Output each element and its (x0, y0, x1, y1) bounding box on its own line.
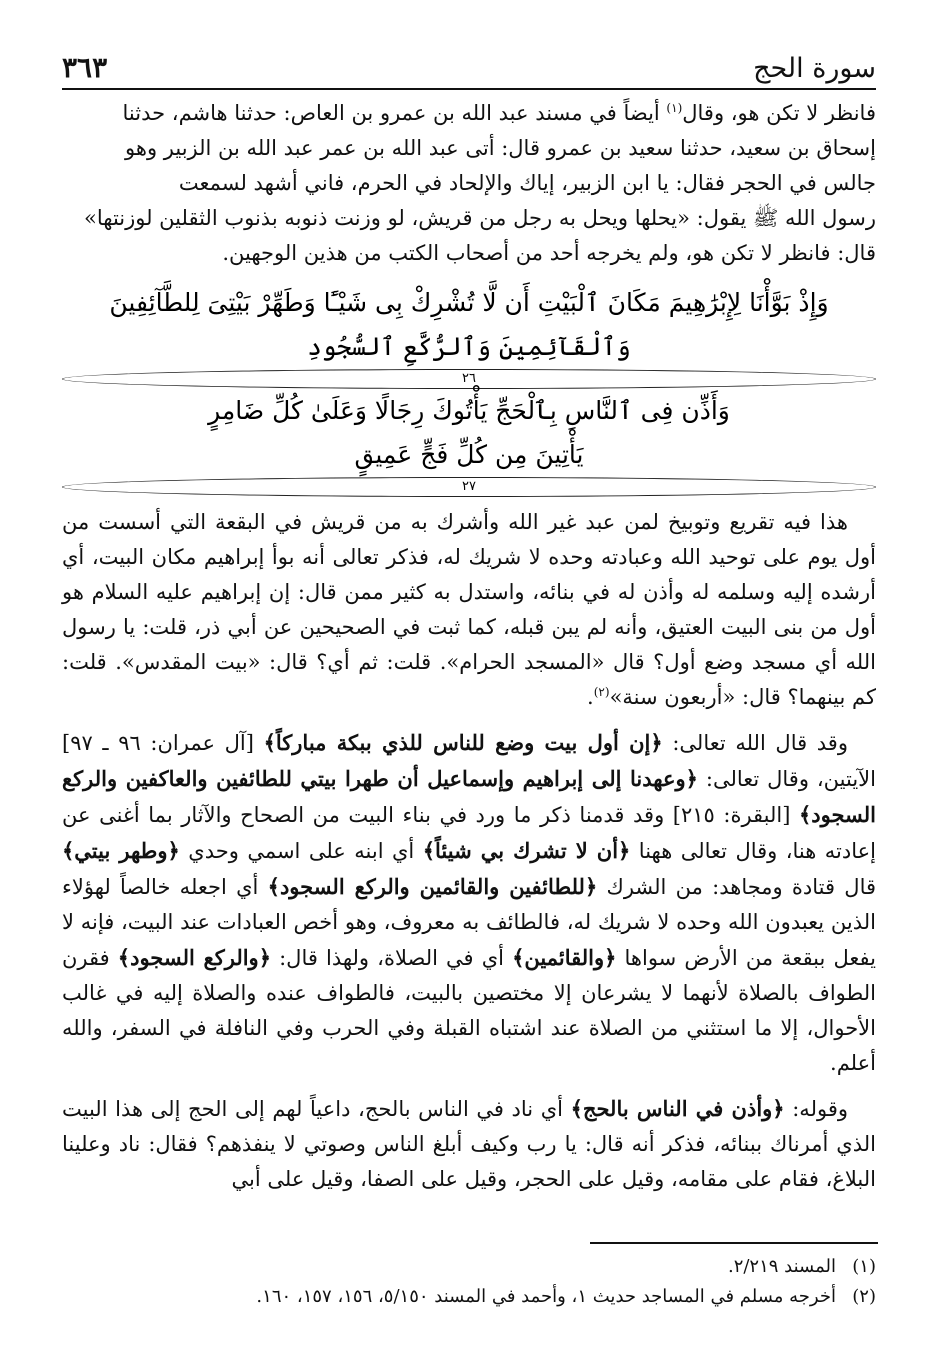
text-run: أي في الصلاة، ولهذا قال: (271, 946, 513, 970)
main-text (62, 96, 876, 1197)
paragraph-1-line-2: إسحاق بن سعيد، حدثنا سعيد بن عمرو قال: أتى عبد الله بن عمر عبد الله بن الزبير وهو (125, 136, 876, 160)
text-run: فقرن الطواف بالصلاة لأنهما لا يشرعان إلا مختصين بالبيت، فالطواف عنده والصلاة إليه في غالب الأحوال، إلا ما استثني من الصلاة عند اشتباه القبلة وفي الحرب وفي النافلة في السفر، والله أعلم. (62, 946, 876, 1075)
quran-quote: ﴿وطهر بيتي﴾ (62, 838, 180, 863)
verse-line-2 (62, 325, 876, 433)
spacer (62, 1081, 876, 1091)
quran-verse (62, 281, 876, 497)
footnotes (62, 1252, 876, 1312)
text-run: [البقرة: ٢١٥] وقد قدمنا ذكر ما ورد في بناء البيت من الصحاح والآثار بما أغنى عن إعادته هنا، وقال تعالى ههنا (62, 803, 876, 863)
text-run: أي ابنه على اسمي وحدي (179, 839, 423, 863)
footnote-number: (٢) (852, 1286, 876, 1307)
paragraph-1-line-3: جالس في الحجر فقال: يا ابن الزبير، إياك والإلحاد في الحرم، فاني أشهد لسمعت (178, 171, 876, 195)
footnote-number: (١) (852, 1256, 876, 1277)
text-run: وقد قال الله تعالى: (662, 731, 848, 755)
ayah-number-marker: ٢٧ (62, 477, 876, 497)
footnote-ref-1: (١) (666, 101, 683, 115)
footnote-text: أخرجه مسلم في المساجد حديث ١، وأحمد في المسند ٥/١٥٠، ١٥٦، ١٥٧، ١٦٠. (256, 1286, 836, 1307)
paragraph-1-line-5: قال: فانظر لا تكن هو، ولم يخرجه أحد من أصحاب الكتب من هذين الوجهين. (222, 241, 876, 265)
paragraph-2 (62, 505, 876, 715)
text-run: [آل عمران: ٩٦ ـ ٩٧] الآيتين، وقال تعالى: (62, 731, 876, 791)
verse-line-1: وَإِذْ بَوَّأْنَا لِإِبْرَٰهِيمَ مَكَانَ ٱلْبَيْتِ أَن لَّا تُشْرِكْ بِى شَيْـًٔا وَطَهِّرْ بَيْتِىَ لِلطَّآئِفِينَ (109, 288, 829, 317)
text-run: أيضاً في مسند عبد الله بن عمرو بن العاص: حدثنا هاشم، حدثنا (122, 101, 667, 125)
text-run: وقوله: (784, 1097, 848, 1121)
quran-quote: ﴿والركع السجود﴾ (117, 945, 271, 970)
paragraph-1-line-1 (62, 96, 876, 131)
footnote-1 (62, 1252, 876, 1282)
spacer (62, 715, 876, 725)
text-run: أي ناد في الناس بالحج، داعياً لهم إلى الحج إلى هذا البيت الذي أمرناك ببنائه، فذكر أنه قال: يا رب وكيف أبلغ الناس وصوتي لا ينفذهم؟ فقال: ناد وعلينا البلاغ، فقام على مقامه، وقيل على الحجر، وقيل على الصفا، وقيل على أبي (62, 1097, 876, 1191)
text-run: أي اجعله خالصاً لهؤلاء الذين يعبدون الله وحده لا شريك له، فالطائف به معروف، وهو أخص العبادات عند البيت، فإنه لا يفعل ببقعة من الأرض سواها (62, 875, 876, 970)
quran-quote: ﴿أن لا تشرك بي شيئاً﴾ (422, 838, 631, 863)
quran-quote: ﴿وأذن في الناس بالحج﴾ (570, 1096, 785, 1121)
footnote-ref-2: (٢) (593, 685, 610, 699)
verse-text: وَٱلْقَآئِمِينَ وَٱلرُّكَّعِ ٱلسُّجُودِ (307, 332, 631, 361)
quran-quote: ﴿والقائمين﴾ (512, 945, 617, 970)
verse-text: وَأَذِّن فِى ٱلنَّاسِ بِٱلْحَجِّ يَأْتُوكَ رِجَالًا وَعَلَىٰ كُلِّ ضَامِرٍ (208, 396, 730, 425)
quran-quote: ﴿وعهدنا إلى إبراهيم وإسماعيل أن طهرا بيتي للطائفين والعاكفين والركع السجود﴾ (62, 766, 876, 827)
paragraph-3 (62, 725, 876, 1081)
footnote-2 (62, 1282, 876, 1312)
page-number: ٣٦٣ (62, 51, 108, 84)
footnote-text: المسند ٢/٢١٩. (727, 1256, 836, 1277)
sura-title: سورة الحج (753, 53, 876, 84)
paragraph-4 (62, 1091, 876, 1197)
text-run: قال قتادة ومجاهد: من الشرك (597, 875, 877, 899)
paragraph-1-line-4: رسول الله ﷺ يقول: «يحلها ويحل به رجل من قريش، لو وزنت ذنوبه بذنوب الثقلين لوزنتها» (84, 206, 876, 230)
footnote-separator (590, 1242, 878, 1244)
ayah-number-marker: ٢٦ (62, 369, 876, 389)
text-run: هذا فيه تقريع وتوبيخ لمن عبد غير الله وأشرك به من قريش في البقعة التي أسست من أول يوم على توحيد الله وعبادته وحده لا شريك له، فذكر تعالى أنه بوأ إبراهيم مكان البيت، أي أرشده إليه وسلمه له وأذن له في بنائه، واستدل به كثير ممن قال: إن إبراهيم عليه السلام هو أول من بنى البيت العتيق، وأنه لم يبن قبله، كما ثبت في الصحيحين عن أبي ذر، قلت: يا رسول الله أي مسجد وضع أول؟ قال «المسجد الحرام». قلت: ثم أي؟ قال: «بيت المقدس». قلت: كم بينهما؟ قال: «أربعون سنة» (62, 510, 876, 709)
verse-text: يَأْتِينَ مِن كُلِّ فَجٍّ عَمِيقٍ (354, 440, 584, 469)
quran-quote: ﴿إن أول بيت وضع للناس للذي ببكة مباركاً﴾ (263, 730, 663, 755)
text-run: فانظر لا تكن هو، وقال (682, 101, 876, 125)
page-header (62, 44, 876, 90)
quran-quote: ﴿للطائفين والقائمين والركع السجود﴾ (267, 874, 598, 899)
text-run: . (587, 685, 594, 709)
verse-line-3 (62, 433, 876, 497)
